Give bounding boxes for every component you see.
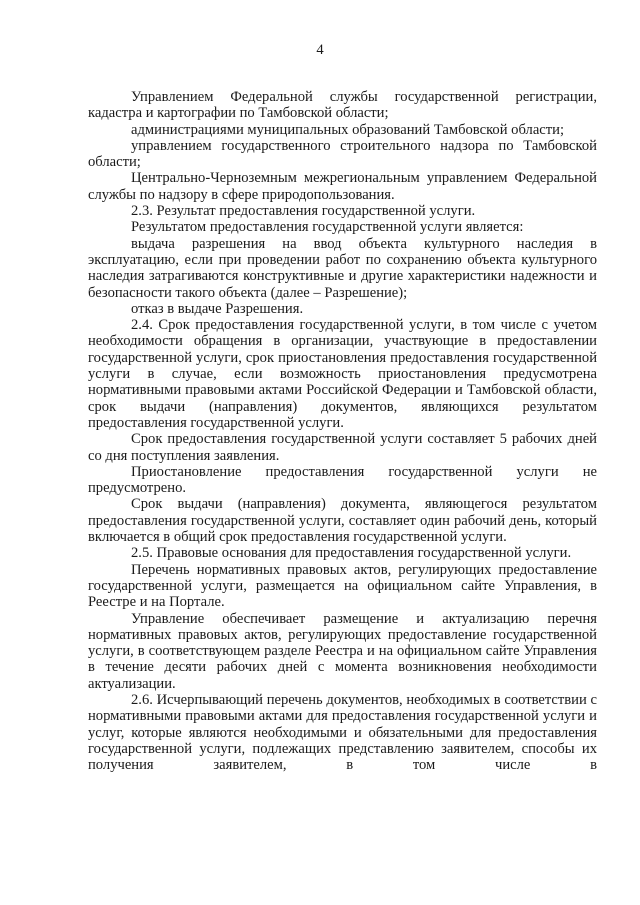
paragraph-legal-acts-update: Управление обеспечивает размещение и актуализацию перечня нормативных правовых актов, регулирующих предоставление государственной услуги, в соответствующем разделе Реестра и на официальном сайте Управления в течение десяти рабочих дней с момента возникновения необходимости актуализации. bbox=[88, 610, 597, 692]
section-heading-2-4: 2.4. Срок предоставления государственной услуги, в том числе с учетом необходимости обращения в организации, участвующие в предоставлении государственной услуги, срок приостановления предоставления государственной услуги в случае, если возможность приостановления предусмотрена нормативными правовыми актами Российской Федерации и Тамбовской области, срок выдачи (направления) документов, являющихся результатом предоставления государственной услуги. bbox=[88, 317, 597, 431]
section-heading-2-5: 2.5. Правовые основания для предоставления государственной услуги. bbox=[131, 545, 572, 562]
section-heading-2-6: 2.6. Исчерпывающий перечень документов, необходимых в соответствии с нормативными правовыми актами для предоставления государственной услуги и услуг, которые являются необходимыми и обязательными для предоставления государственной услуги, подлежащих представлению заявителем, способы их получения заявителем, в том числе в bbox=[88, 691, 597, 774]
paragraph-nature-supervision: Центрально-Черноземным межрегиональным управлением Федеральной службы по надзору в сфере природопользования. bbox=[88, 170, 597, 203]
paragraph-result-intro: Результатом предоставления государственной услуги является: bbox=[131, 219, 524, 236]
section-heading-2-3: 2.3. Результат предоставления государственной услуги. bbox=[131, 203, 476, 220]
paragraph-permit-refusal: отказ в выдаче Разрешения. bbox=[131, 300, 304, 317]
paragraph-legal-acts-list: Перечень нормативных правовых актов, регулирующих предоставление государственной услуги, размещается на официальном сайте Управления, в Реестре и на Портале. bbox=[88, 561, 597, 611]
document-body bbox=[88, 89, 597, 773]
paragraph-no-suspension: Приостановление предоставления государственной услуги не предусмотрено. bbox=[88, 463, 597, 497]
paragraph-rosreestr: Управлением Федеральной службы государственной регистрации, кадастра и картографии по Тамбовской области; bbox=[88, 89, 597, 122]
paragraph-service-term: Срок предоставления государственной услуги составляет 5 рабочих дней со дня поступления заявления. bbox=[88, 431, 597, 464]
paragraph-issue-term: Срок выдачи (направления) документа, являющегося результатом предоставления государственной услуги, составляет один рабочий день, который включается в общий срок предоставления государственной услуги. bbox=[88, 496, 597, 546]
paragraph-municipal-administrations: администрациями муниципальных образований Тамбовской области; bbox=[131, 121, 565, 138]
paragraph-construction-supervision: управлением государственного строительного надзора по Тамбовской области; bbox=[88, 137, 597, 171]
page-number: 4 bbox=[316, 42, 324, 58]
paragraph-permit-issuance: выдача разрешения на ввод объекта культурного наследия в эксплуатацию, если при проведении работ по сохранению объекта культурного наследия затрагиваются конструктивные и другие характеристики надежности и безопасности такого объекта (далее – Разрешение); bbox=[88, 235, 597, 301]
